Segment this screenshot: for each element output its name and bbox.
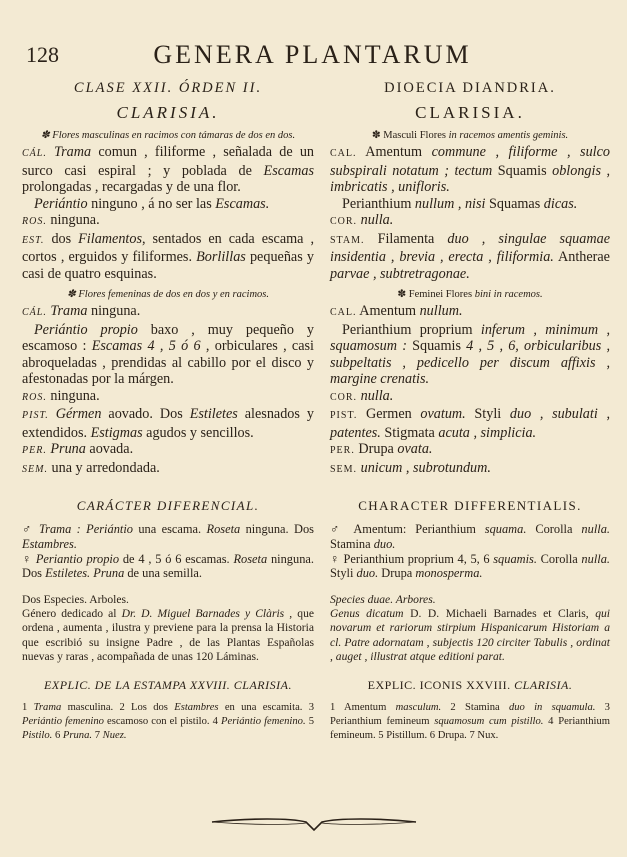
plate-heading-latin: EXPLIC. ICONIS XXVIII. CLARISIA.: [367, 678, 573, 693]
plate-legend-latin: 1 Amentum masculum. 2 Stamina duo in squamula. 3 Perianthium femineum squamosum cum pistillo. 4 Perianthium femineum. 5 Pistillum. 6 Drupa. 7 Nux.: [330, 702, 610, 741]
class-order-heading-latin: DIOECIA DIANDRIA.: [384, 80, 556, 96]
differential-heading: CARÁCTER DIFERENCIAL.: [76, 498, 260, 513]
stamen-entry: EST. dos Filamentos, sentados en cada escama , cortos , erguidos y filiformes. Borlillas pequeñas y casi de quatro esquinas.: [22, 230, 315, 282]
species-count-latin: Species duae. Arbores.: [330, 593, 436, 607]
calyx-entry-female-latin: CAL. Amentum nullum.: [330, 303, 463, 319]
tailpiece-ornament-icon: [210, 812, 418, 832]
diff-male-entry: ♂ Trama : Periántio una escama. Roseta ninguna. Dos Estambres.: [22, 522, 314, 551]
species-count: Dos Especies. Arboles.: [22, 593, 129, 607]
stamen-entry-latin: STAM. Filamenta duo , singulae squamae insidentia , brevia , erecta , filiformia. Antherae parvae , subtretragonae.: [330, 230, 610, 282]
perianth-entry-female: Periántio propio baxo , muy pequeño y escamoso : Escamas 4 , 5 ó 6 , orbiculares , casi abroqueladas , prendidas al cabillo por el disco y afestonadas por la márgen.: [22, 321, 314, 387]
male-flowers-heading: ✽ Flores masculinas en racimos con támaras de dos en dos.: [40, 130, 296, 141]
latin-column: [330, 80, 610, 742]
female-flowers-heading-latin: ✽ Feminei Flores bini in racemos.: [397, 289, 543, 300]
female-flowers-heading: ✽ Flores femeninas de dos en dos y en racimos.: [66, 289, 270, 300]
dedication-text: Género dedicado al Dr. D. Miguel Barnades y Clàris , que ordena , aumenta , ilustra y previene para la prensa la Historia que escribió su insigne Padre , de las Plantas Españolas nuevas y raras , acompañada de unas 120 Láminas.: [22, 606, 315, 663]
running-title: GENERA PLANTARUM: [153, 40, 472, 69]
page-header: [26, 40, 599, 74]
male-flowers-heading-latin: ✽ Masculi Flores in racemos amentis geminis.: [371, 130, 569, 141]
seed-entry-latin: SEM. unicum , subrotundum.: [330, 459, 491, 476]
class-order-heading: CLASE XXII. ÓRDEN II.: [73, 80, 263, 96]
genus-title-latin: CLARISIA.: [415, 103, 525, 122]
plate-legend: 1 Trama masculina. 2 Los dos Estambres en una escamita. 3 Periántio femenino escamoso con el pistilo. 4 Periántio femenino. 5 Pistilo. 6 Pruna. 7 Nuez.: [22, 702, 314, 741]
rosette-entry-female: ROS. ninguna.: [22, 387, 100, 404]
seed-entry: SEM. una y arredondada.: [22, 459, 160, 476]
perianth-entry-latin: Perianthium nullum , nisi Squamas dicas.: [342, 195, 578, 212]
dedication-text-latin: Genus dicatum D. D. Michaeli Barnades et Claris, qui novarum et rariorum stirpium Hispanicarum Historiam a cl. Patre adornatam , subjectis 120 circiter Tabulis , ordinat , auget , illustrat atque editioni parat.: [330, 606, 611, 663]
calyx-entry-female: CÁL. Trama ninguna.: [22, 303, 141, 319]
spanish-column: [22, 80, 314, 742]
corolla-entry-female-latin: COR. nulla.: [330, 387, 394, 404]
pericarp-entry: PER. Pruna aovada.: [22, 441, 134, 457]
calyx-entry-latin: CAL. Amentum commune , filiforme , sulco subspirali notatum ; tectum Squamis oblongis , imbricatis , unifloris.: [330, 144, 611, 195]
diff-female-entry: ♀ Periantio propio de 4 , 5 ó 6 escamas. Roseta ninguna. Dos Estiletes. Pruna de una semilla.: [22, 551, 314, 581]
page-number: 128: [26, 42, 59, 67]
pistil-entry-latin: PIST. Germen ovatum. Styli duo , subulati , patentes. Stigmata acuta , simplicia.: [330, 406, 611, 441]
rosette-entry: ROS. ninguna.: [22, 212, 100, 228]
pericarp-entry-latin: PER. Drupa ovata.: [330, 441, 433, 457]
pistil-entry: PIST. Gérmen aovado. Dos Estiletes alesnados y extendidos. Estigmas agudos y sencillos.: [22, 406, 314, 441]
genus-title: CLARISIA.: [116, 103, 220, 122]
plate-heading: EXPLIC. DE LA ESTAMPA XXVIII. CLARISIA.: [44, 678, 292, 693]
differential-heading-latin: CHARACTER DIFFERENTIALIS.: [358, 498, 582, 513]
calyx-entry: CÁL. Trama comun , filiforme , señalada de un surco casi espiral ; y poblada de Escamas prolongadas , recargadas y de una flor.: [22, 144, 315, 195]
diff-female-entry-latin: ♀ Perianthium proprium 4, 5, 6 squamis. Corolla nulla. Styli duo. Drupa monosperma.: [330, 551, 610, 581]
diff-male-entry-latin: ♂ Amentum: Perianthium squama. Corolla nulla. Stamina duo.: [330, 522, 610, 551]
perianth-entry-female-latin: Perianthium proprium inferum , minimum , squamosum : Squamis 4 , 5 , 6, orbicularibus , subpeltatis , pedicello per discum affixis , margine crenatis.: [330, 321, 611, 387]
corolla-entry-latin: COR. nulla.: [330, 212, 394, 228]
perianth-entry: Periántio ninguno , á no ser las Escamas.: [34, 195, 270, 212]
